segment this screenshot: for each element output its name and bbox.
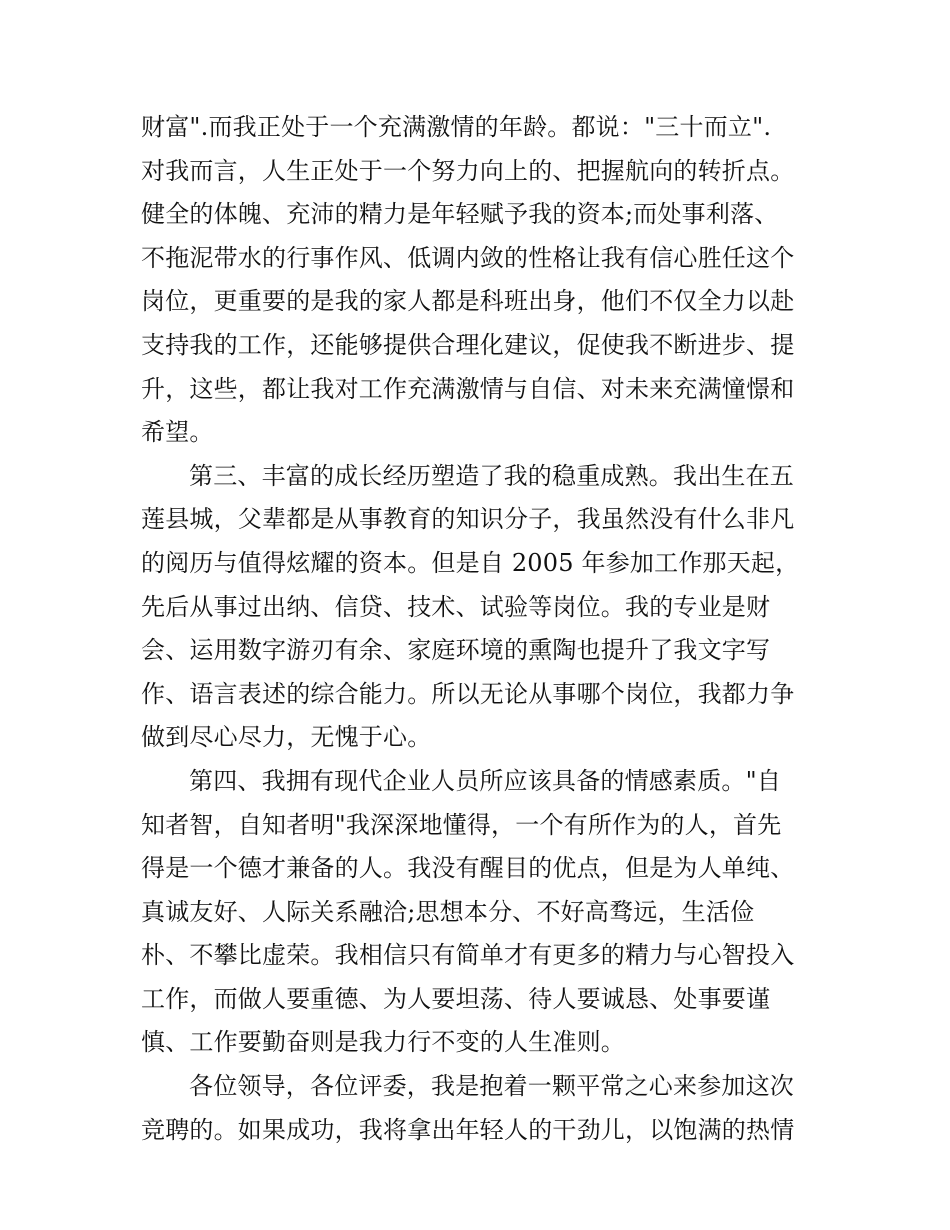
text-line: 会、运用数字游刃有余、家庭环境的熏陶也提升了我文字写	[141, 636, 771, 665]
text-line: 对我而言，人生正处于一个努力向上的、把握航向的转折点。	[141, 156, 795, 185]
text-line: 真诚友好、人际关系融洽;思想本分、不好高骛远，生活俭	[141, 897, 755, 926]
text-line: 升，这些，都让我对工作充满激情与自信、对未来充满憧憬和	[141, 374, 795, 403]
text-line: 不拖泥带水的行事作风、低调内敛的性格让我有信心胜任这个	[141, 243, 795, 272]
text-line: 希望。	[141, 418, 214, 447]
text-line: 支持我的工作，还能够提供合理化建议，促使我不断进步、提	[141, 330, 795, 359]
text-line: 得是一个德才兼备的人。我没有醒目的优点，但是为人单纯、	[141, 854, 795, 883]
text-line: 的阅历与值得炫耀的资本。但是自 2005 年参加工作那天起，	[141, 548, 800, 577]
text-line: 慎、工作要勤奋则是我力行不变的人生准则。	[141, 1028, 625, 1057]
text-line: 作、语言表述的综合能力。所以无论从事哪个岗位，我都力争	[141, 679, 795, 708]
text-line: 知者智，自知者明"我深深地懂得，一个有所作为的人，首先	[141, 810, 782, 839]
text-line: 工作，而做人要重德、为人要坦荡、待人要诚恳、处事要谨	[141, 984, 771, 1013]
paragraph-start-line: 各位领导，各位评委，我是抱着一颗平常之心来参加这次	[189, 1072, 794, 1101]
text-line: 莲县城，父辈都是从事教育的知识分子，我虽然没有什么非凡	[141, 505, 795, 534]
text-line: 健全的体魄、充沛的精力是年轻赋予我的资本;而处事利落、	[141, 200, 779, 229]
text-line: 朴、不攀比虚荣。我相信只有简单才有更多的精力与心智投入	[141, 941, 795, 970]
text-line: 岗位，更重要的是我的家人都是科班出身，他们不仅全力以赴	[141, 287, 795, 316]
text-line: 做到尽心尽力，无愧于心。	[141, 723, 432, 752]
text-line: 财富".而我正处于一个充满激情的年龄。都说："三十而立".	[141, 113, 772, 141]
text-line: 竞聘的。如果成功，我将拿出年轻人的干劲儿，以饱满的热情	[141, 1115, 795, 1144]
paragraph-start-line: 第三、丰富的成长经历塑造了我的稳重成熟。我出生在五	[189, 461, 794, 490]
paragraph-start-line: 第四、我拥有现代企业人员所应该具备的情感素质。"自	[189, 766, 782, 795]
document-body	[141, 106, 821, 1152]
text-line: 先后从事过出纳、信贷、技术、试验等岗位。我的专业是财	[141, 592, 771, 621]
